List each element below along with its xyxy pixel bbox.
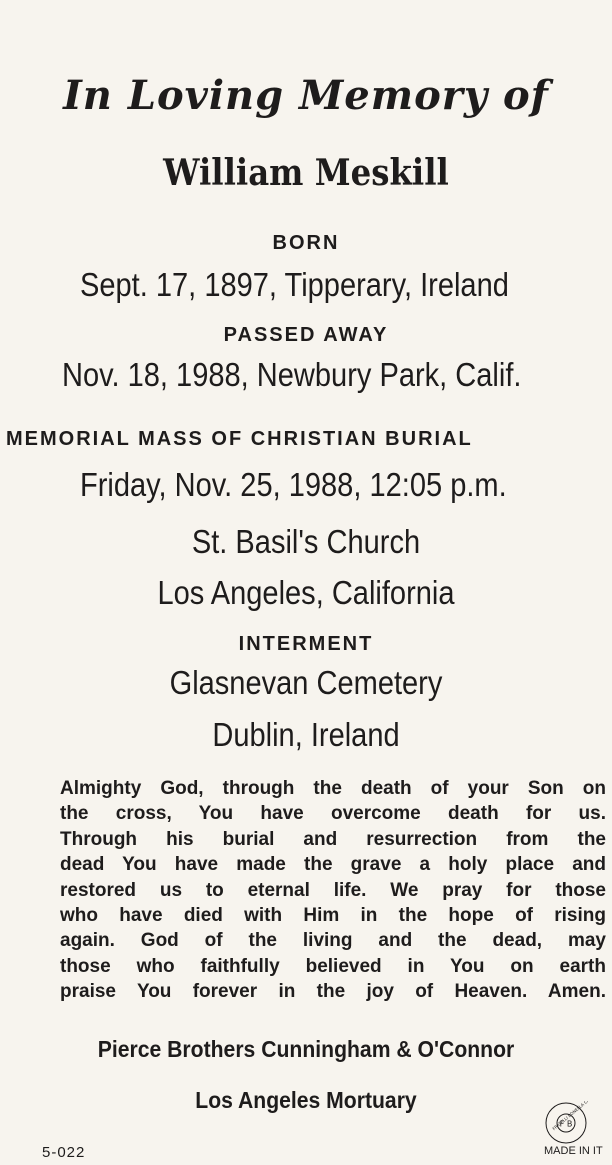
prayer-text	[60, 776, 606, 1005]
copyright-seal-icon	[544, 1101, 588, 1145]
passed-away-label: PASSED AWAY	[223, 324, 389, 346]
church-name: St. Basil's Church	[191, 523, 421, 560]
prayer-line: restored us to eternal life. We pray for those	[60, 879, 606, 901]
made-in-label: MADE IN IT	[544, 1145, 603, 1157]
prayer-line: again. God of the living and the dead, may	[60, 930, 606, 952]
mortuary-city: Los Angeles Mortuary	[195, 1087, 417, 1113]
prayer-line: the cross, You have overcome death for us.	[60, 803, 606, 825]
passed-away-value: Nov. 18, 1988, Newbury Park, Calif.	[62, 356, 522, 393]
church-city: Los Angeles, California	[157, 574, 455, 611]
deceased-name: William Meskill	[163, 152, 449, 194]
svg-text:FRATELLI BONELLA COPYRIGHT: FRATELLI BONELLA	[551, 1101, 585, 1132]
prayer-line: Through his burial and resurrection from the	[60, 828, 606, 850]
memorial-mass-label: MEMORIAL MASS OF CHRISTIAN BURIAL	[6, 428, 473, 450]
prayer-line: Almighty God, through the death of your Son on	[60, 778, 606, 799]
born-value: Sept. 17, 1897, Tipperary, Ireland	[80, 266, 509, 303]
prayer-line: praise You forever in the joy of Heaven. Amen.	[60, 981, 606, 1003]
prayer-line: who have died with Him in the hope of rising	[60, 905, 606, 927]
mortuary-name: Pierce Brothers Cunningham & O'Connor	[97, 1036, 515, 1062]
svg-text:F B: F B	[559, 1119, 573, 1129]
born-label: BORN	[272, 232, 340, 254]
card-title: In Loving Memory of	[63, 72, 549, 119]
card-code: 5-022	[42, 1144, 86, 1161]
prayer-line: those who faithfully believed in You on earth	[60, 955, 606, 977]
prayer-line: dead You have made the grave a holy place and	[60, 854, 606, 876]
cemetery-name: Glasnevan Cemetery	[169, 664, 443, 701]
interment-label: INTERMENT	[238, 633, 374, 655]
cemetery-city: Dublin, Ireland	[212, 716, 400, 753]
memorial-mass-datetime: Friday, Nov. 25, 1988, 12:05 p.m.	[80, 466, 507, 503]
